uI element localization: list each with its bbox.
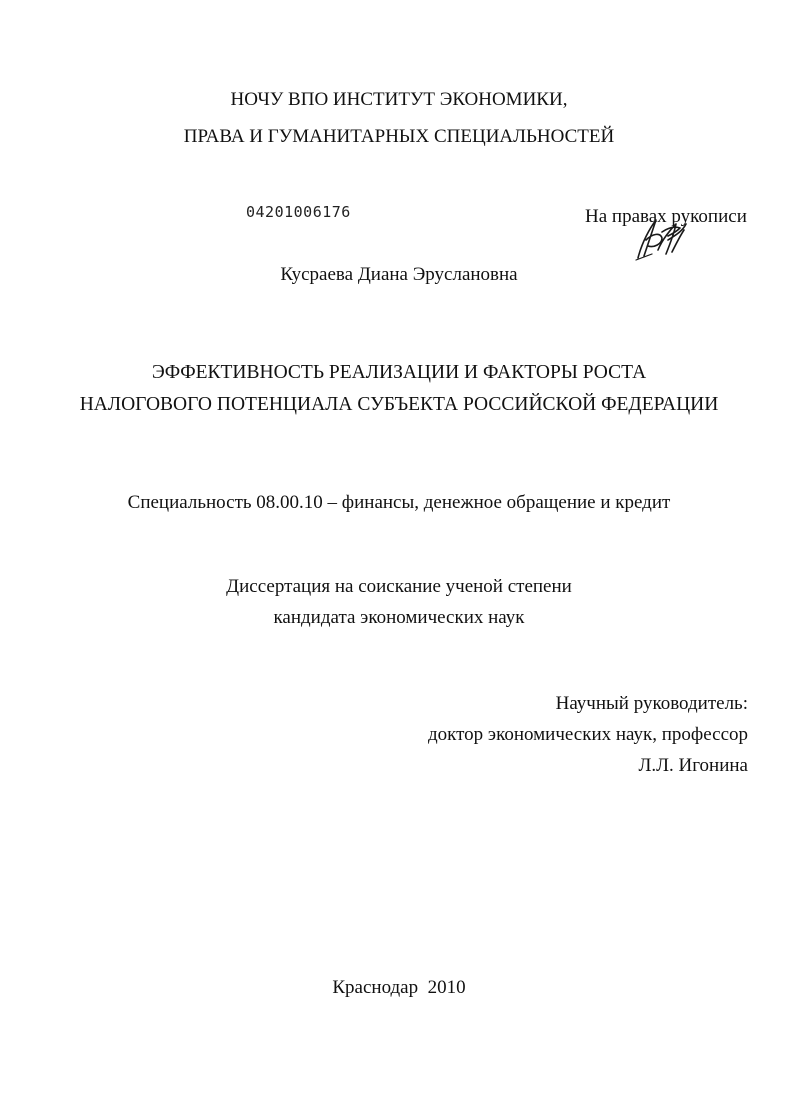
document-number: 04201006176 — [246, 203, 351, 221]
institute-name-line2: ПРАВА И ГУМАНИТАРНЫХ СПЕЦИАЛЬНОСТЕЙ — [183, 126, 615, 147]
specialty: Специальность 08.00.10 – финансы, денежное обращение и кредит — [127, 492, 671, 513]
author-name: Кусраева Диана Эруслановна — [280, 264, 518, 285]
degree-line1: Диссертация на соискание ученой степени — [226, 576, 572, 597]
city-year: Краснодар 2010 — [332, 977, 466, 998]
dissertation-title-line2: НАЛОГОВОГО ПОТЕНЦИАЛА СУБЪЕКТА РОССИЙСКОЙ ФЕДЕРАЦИИ — [79, 394, 719, 415]
supervisor-label: Научный руководитель: — [555, 693, 748, 714]
supervisor-name: Л.Л. Игонина — [638, 755, 748, 776]
manuscript-note: На правах рукописи — [585, 206, 747, 227]
supervisor-credentials: доктор экономических наук, профессор — [427, 724, 748, 745]
degree-line2: кандидата экономических наук — [273, 607, 525, 628]
institute-name-line1: НОЧУ ВПО ИНСТИТУТ ЭКОНОМИКИ, — [230, 89, 568, 110]
handwritten-signature — [632, 210, 690, 266]
dissertation-title-line1: ЭФФЕКТИВНОСТЬ РЕАЛИЗАЦИИ И ФАКТОРЫ РОСТА — [151, 362, 647, 383]
